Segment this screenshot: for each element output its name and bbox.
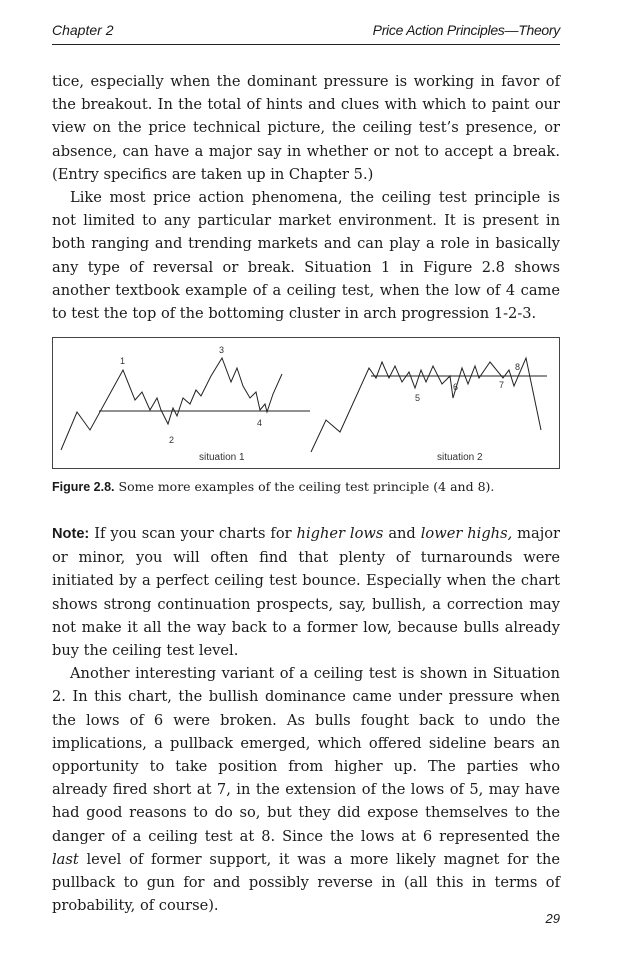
situation-2-label: situation 2 [437,452,483,463]
body-text-bottom [52,522,560,917]
situation-1-label: situation 1 [199,452,245,463]
label-8: 8 [515,362,521,372]
body-text-top [52,70,560,325]
situation-2-paragraph [52,662,560,917]
note-emphasis-lower-highs: lower highs, [420,525,513,542]
para-text-2: level of former support, it was a more likely magnet for the pullback to gun for and possibly reverse in (all this in terms of probability, of course). [52,850,560,915]
label-2: 2 [169,435,175,445]
label-4: 4 [257,418,263,428]
paragraph-ceiling-test: Like most price action phenomena, the ceiling test principle is not limited to any particular market environment. It is present in both ranging and trending markets and can play a role in basically any type of reversal or break. Situation 1 in Figure 2.8 shows another textbook example of a ceiling test, when the low of 4 came to test the top of the bottoming cluster in arch progression 1-2-3. [52,189,560,323]
label-1: 1 [120,356,126,366]
note-paragraph [52,522,560,662]
note-text-1: If you scan your charts for [89,525,297,542]
caption-label: Figure 2.8. [52,480,115,494]
note-text-3: major or minor, you will often find that plenty of turnarounds were initiated by a perfect ceiling test bounce. Especially when the chart shows strong continuation prospects, say, bullish, a correction may not make it all the way back to a former low, because bulls already buy the ceiling test level. [52,525,560,660]
label-6: 6 [453,382,459,392]
label-5: 5 [415,393,421,403]
note-emphasis-higher-lows: higher lows [296,525,384,542]
paragraph-continuation: tice, especially when the dominant pressure is working in favor of the breakout. In the total of hints and clues with which to paint our view on the price technical picture, the ceiling test’s presence, or absence, can have a major say in whether or not to accept a break. (Entry specifics are taken up in Chapter 5.) [52,73,560,183]
note-label: Note: [52,526,90,542]
label-3: 3 [219,345,225,355]
figure-caption [52,479,560,494]
section-title: Price Action Principles—Theory [372,22,560,38]
label-7: 7 [499,380,505,390]
para-text-1: Another interesting variant of a ceiling test is shown in Situation 2. In this chart, the bullish dominance came under pressure when the lows of 6 were broken. As bulls fought back to undo the implications, a pullback emerged, which offered sideline bears an opportunity to take position from higher up. The parties who already fired short at 7, in the extension of the lows of 5, may have had good reasons to do so, but they did expose themselves to the danger of a ceiling test at 8. Since the lows at 6 represented the [52,665,560,845]
running-head [52,20,560,45]
page-number: 29 [545,911,560,926]
ceiling-test-diagram [53,338,561,470]
price-path-sit2 [311,358,541,452]
figure-2-8 [52,337,560,469]
para-emphasis-last: last [52,850,79,868]
note-text-2: and [383,525,421,542]
chapter-label: Chapter 2 [52,22,114,38]
caption-text: Some more examples of the ceiling test principle (4 and 8). [114,479,495,494]
